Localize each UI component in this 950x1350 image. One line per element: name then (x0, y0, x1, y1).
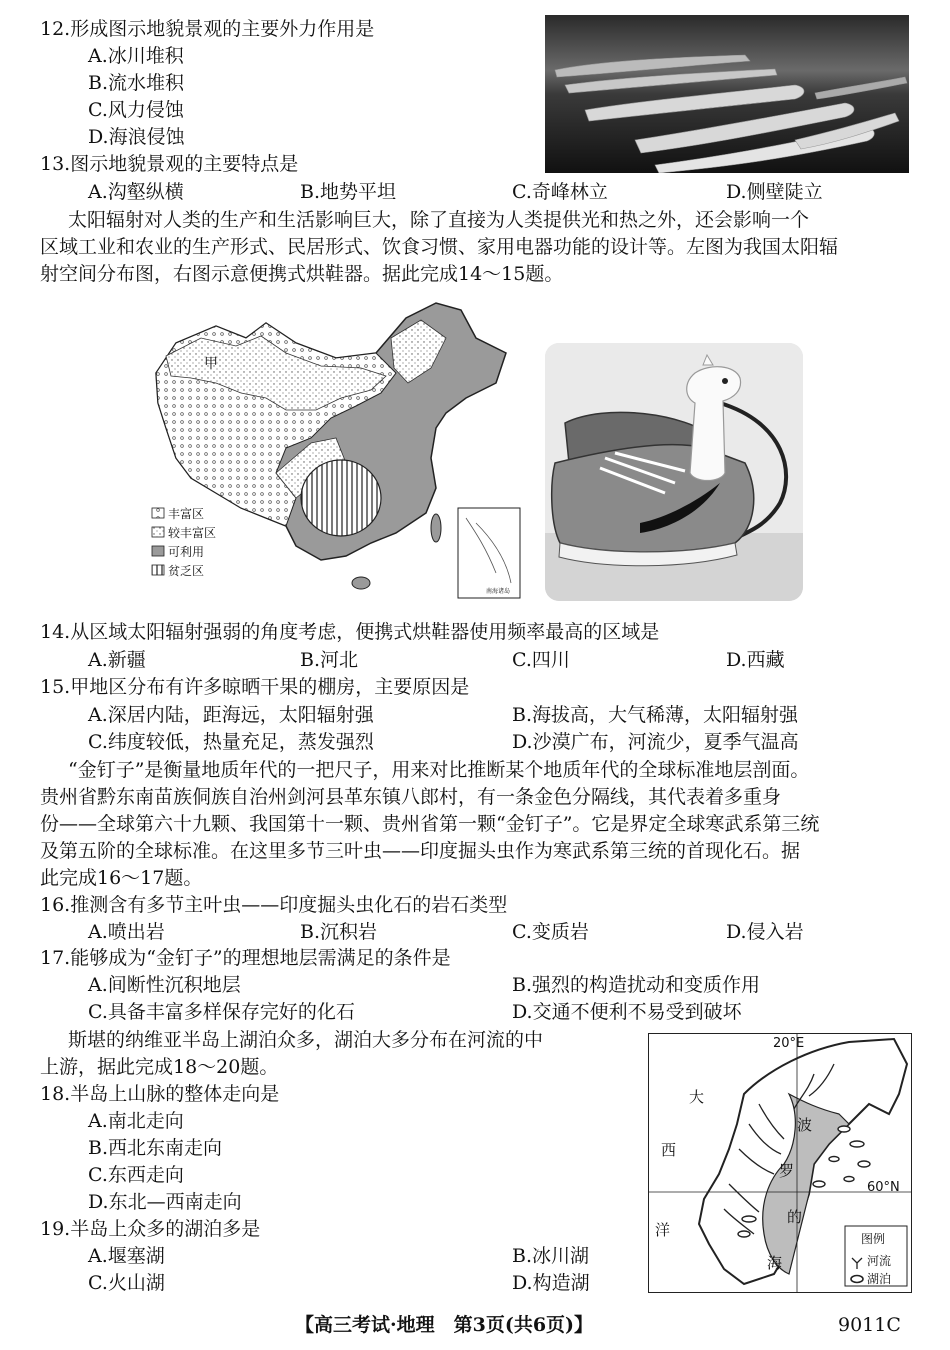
q16-option-b: B.沉积岩 (300, 921, 378, 943)
map-legend-lake: 湖泊 (867, 1272, 892, 1286)
passage1-line-1: 太阳辐射对人类的生产和生活影响巨大，除了直接为人类提供光和热之外，还会影响一个 (68, 209, 810, 231)
q15-option-b: B.海拔高，大气稀薄，太阳辐射强 (512, 704, 799, 726)
passage2-line-2: 贵州省黔东南苗族侗族自治州剑河县革东镇八郎村，有一条金色分隔线，其代表着多重身 (40, 786, 782, 808)
passage2-line-3: 份——全球第六十九颗、我国第十一颗、贵州省第一颗“金钉子”。它是界定全球寒武系第三统 (40, 813, 820, 835)
passage2-line-4: 及第五阶的全球标准。在这里多节三叶虫——印度掘头虫作为寒武系第三统的首现化石。据 (40, 840, 801, 862)
passage1-line-3: 射空间分布图，右图示意便携式烘鞋器。据此完成14～15题。 (40, 263, 564, 285)
ocean-char-1: 大 (689, 1088, 705, 1106)
q16-option-a: A.喷出岩 (88, 921, 165, 943)
q15-option-c: C.纬度较低，热量充足，蒸发强烈 (88, 731, 374, 753)
map-legend-title: 图例 (861, 1232, 886, 1246)
q19-option-a: A.堰塞湖 (88, 1245, 165, 1267)
q17-option-b: B.强烈的构造扰动和变质作用 (512, 974, 761, 996)
q17-option-a: A.间断性沉积地层 (88, 974, 241, 996)
scandinavia-map (648, 1033, 912, 1293)
ocean-char-2: 西 (661, 1141, 677, 1159)
map-lon-label: 20°E (773, 1036, 805, 1051)
map-region-label-jia: 甲 (204, 356, 218, 372)
q16-stem: 16.推测含有多节主叶虫——印度掘头虫化石的岩石类型 (40, 894, 508, 916)
q18-stem: 18.半岛上山脉的整体走向是 (40, 1083, 280, 1105)
q18-option-d: D.东北—西南走向 (88, 1191, 242, 1213)
passage2-line-1: “金钉子”是衡量地质年代的一把尺子，用来对比推断某个地质年代的全球标准地层剖面。 (68, 759, 810, 781)
shoe-dryer-photo (545, 343, 803, 601)
q14-option-b: B.河北 (300, 649, 359, 671)
q19-option-d: D.构造湖 (512, 1272, 590, 1294)
q19-option-b: B.冰川湖 (512, 1245, 590, 1267)
q16-option-d: D.侵入岩 (726, 921, 804, 943)
inset-label: 南海诸岛 (486, 588, 511, 595)
sea-char-4: 海 (767, 1254, 783, 1272)
q12-stem: 12.形成图示地貌景观的主要外力作用是 (40, 18, 375, 40)
sea-char-3: 的 (787, 1208, 803, 1226)
q13-stem: 13.图示地貌景观的主要特点是 (40, 153, 299, 175)
legend-richer: 较丰富区 (168, 526, 217, 540)
footer-code: 9011C (838, 1314, 901, 1336)
q14-stem: 14.从区域太阳辐射强弱的角度考虑，便携式烘鞋器使用频率最高的区域是 (40, 621, 660, 643)
passage3-line-2: 上游，据此完成18～20题。 (40, 1056, 279, 1078)
q18-option-a: A.南北走向 (88, 1110, 184, 1132)
ocean-char-3: 洋 (655, 1221, 671, 1239)
yardang-landform-photo (545, 15, 909, 173)
q14-option-a: A.新疆 (88, 649, 146, 671)
q18-option-b: B.西北东南走向 (88, 1137, 223, 1159)
q13-option-c: C.奇峰林立 (512, 181, 608, 203)
map-legend-river: 河流 (867, 1254, 892, 1268)
china-solar-radiation-map (146, 298, 524, 602)
q12-option-a: A.冰川堆积 (88, 45, 184, 67)
q15-option-a: A.深居内陆，距海远，太阳辐射强 (88, 704, 374, 726)
q13-option-b: B.地势平坦 (300, 181, 397, 203)
footer-title: 【高三考试·地理 第3页(共6页)】 (295, 1314, 594, 1336)
q12-option-b: B.流水堆积 (88, 72, 185, 94)
sea-char-1: 波 (797, 1116, 813, 1134)
q19-stem: 19.半岛上众多的湖泊多是 (40, 1218, 261, 1240)
legend-rich: 丰富区 (168, 507, 205, 521)
q13-option-d: D.侧壁陡立 (726, 181, 823, 203)
legend-usable: 可利用 (168, 545, 205, 559)
q18-option-c: C.东西走向 (88, 1164, 184, 1186)
map-lat-label: 60°N (867, 1180, 900, 1195)
q17-option-c: C.具备丰富多样保存完好的化石 (88, 1001, 355, 1023)
q19-option-c: C.火山湖 (88, 1272, 165, 1294)
passage1-line-2: 区域工业和农业的生产形式、民居形式、饮食习惯、家用电器功能的设计等。左图为我国太阳辐 (40, 236, 839, 258)
passage3-line-1: 斯堪的纳维亚半岛上湖泊众多，湖泊大多分布在河流的中 (68, 1029, 544, 1051)
passage2-line-5: 此完成16～17题。 (40, 867, 203, 889)
q17-option-d: D.交通不便利不易受到破坏 (512, 1001, 742, 1023)
sea-char-2: 罗 (779, 1162, 795, 1180)
q14-option-c: C.四川 (512, 649, 570, 671)
q15-option-d: D.沙漠广布，河流少，夏季气温高 (512, 731, 799, 753)
legend-poor: 贫乏区 (168, 564, 205, 578)
q14-option-d: D.西藏 (726, 649, 785, 671)
q16-option-c: C.变质岩 (512, 921, 589, 943)
q13-option-a: A.沟壑纵横 (88, 181, 184, 203)
q12-option-c: C.风力侵蚀 (88, 99, 184, 121)
q15-stem: 15.甲地区分布有许多晾晒干果的棚房，主要原因是 (40, 676, 470, 698)
q17-stem: 17.能够成为“金钉子”的理想地层需满足的条件是 (40, 947, 451, 969)
q12-option-d: D.海浪侵蚀 (88, 126, 185, 148)
